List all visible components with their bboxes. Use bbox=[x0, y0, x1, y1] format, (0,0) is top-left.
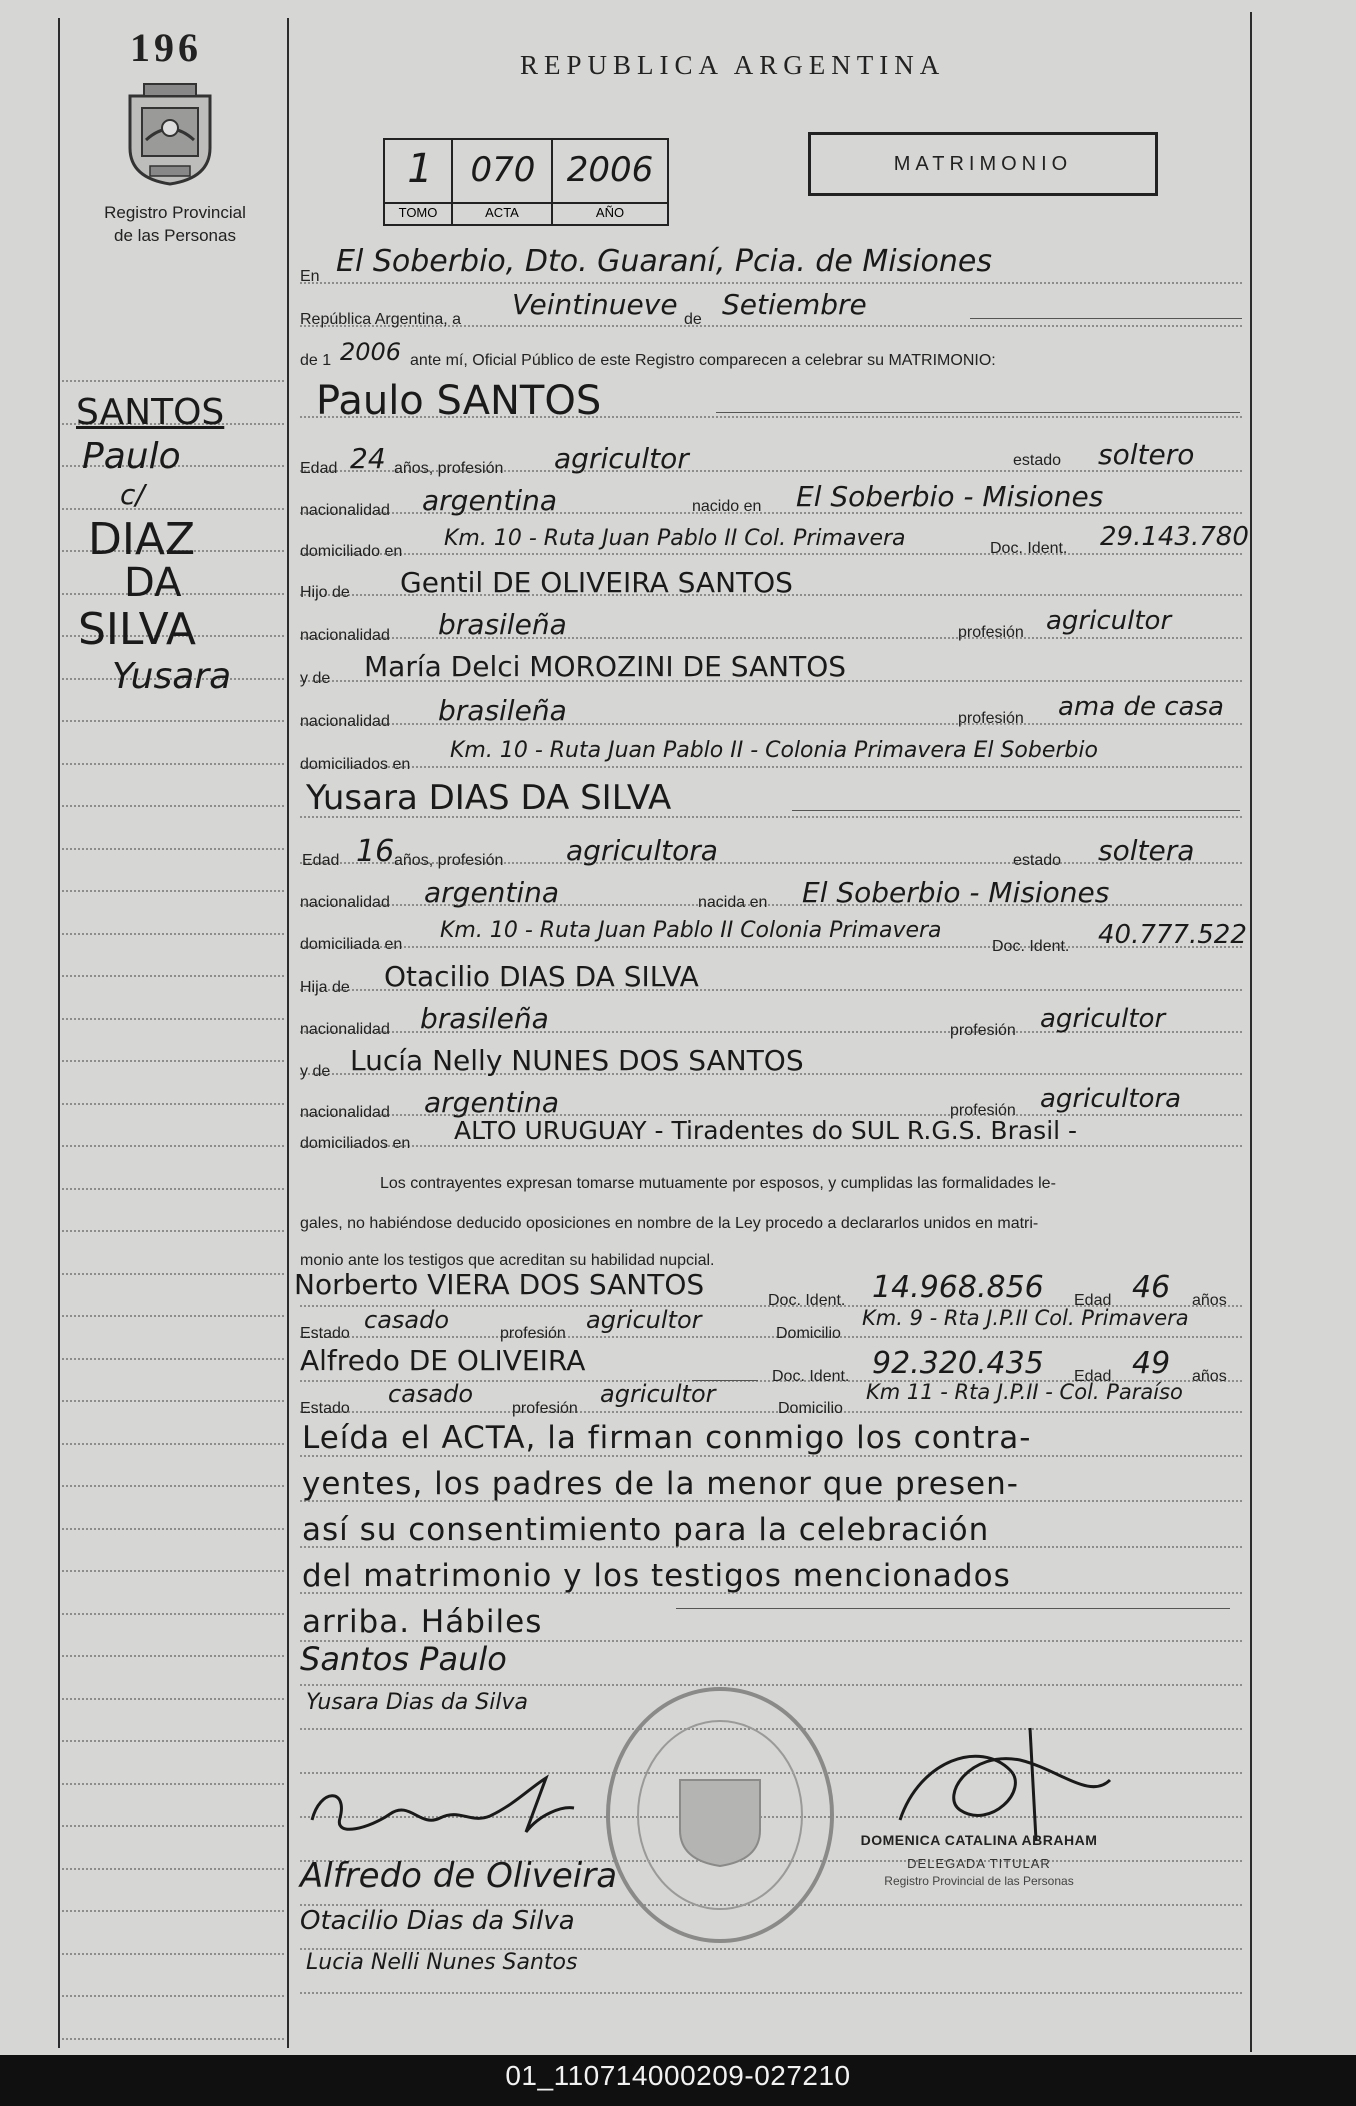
bride-nationality: argentina bbox=[424, 876, 560, 909]
witness-1-name: Norberto VIERA DOS SANTOS bbox=[294, 1268, 705, 1301]
margin-guide-line bbox=[62, 1485, 284, 1487]
witness-2-profession: agricultor bbox=[600, 1380, 716, 1408]
registry-name-line-1: Registro Provincial bbox=[104, 203, 246, 222]
declaration-line-3: monio ante los testigos que acreditan su habilidad nupcial. bbox=[300, 1252, 715, 1269]
registry-seal-stamp-icon bbox=[600, 1680, 840, 1950]
label-w1-estado: Estado bbox=[300, 1325, 350, 1342]
groom-nationality: argentina bbox=[422, 484, 558, 517]
signature-groom: Santos Paulo bbox=[300, 1640, 507, 1678]
margin-surname: SANTOS bbox=[76, 392, 225, 433]
official-title: DELEGADA TITULAR bbox=[907, 1856, 1051, 1871]
acta-value: 070 bbox=[470, 150, 536, 190]
column-divider bbox=[287, 18, 289, 2048]
groom-doc: 29.143.780 bbox=[1100, 522, 1249, 552]
margin-guide-line bbox=[62, 720, 284, 722]
witness-2-address: Km 11 - Rta J.P.II - Col. Paraíso bbox=[866, 1380, 1183, 1404]
record-number-box bbox=[383, 138, 669, 226]
margin-guide-line bbox=[62, 1230, 284, 1232]
groom-civil-status: soltero bbox=[1098, 438, 1195, 471]
margin-guide-line bbox=[62, 1655, 284, 1657]
registry-name-line-2: de las Personas bbox=[114, 226, 236, 245]
ano-label: AÑO bbox=[595, 205, 625, 220]
official-office: Registro Provincial de las Personas bbox=[884, 1874, 1074, 1888]
label-groom-estado: estado bbox=[1013, 452, 1062, 469]
label-w2-domicilio: Domicilio bbox=[778, 1400, 843, 1417]
label-groom-nacionalidad: nacionalidad bbox=[300, 502, 390, 519]
label-w1-prof: profesión bbox=[500, 1325, 566, 1342]
label-groom-anos-profesion: años, profesión bbox=[394, 460, 504, 477]
groom-parents-address: Km. 10 - Ruta Juan Pablo II - Colonia Primavera El Soberbio bbox=[450, 738, 1098, 763]
label-groom-mother-prof: profesión bbox=[958, 710, 1024, 727]
label-bride-domiciliada: domiciliada en bbox=[300, 936, 403, 953]
label-en: En bbox=[300, 268, 320, 285]
margin-guide-line bbox=[62, 848, 284, 850]
official-name: DOMENICA CATALINA ABRAHAM bbox=[860, 1832, 1098, 1848]
margin-guide-line bbox=[62, 1400, 284, 1402]
groom-mother-profession: ama de casa bbox=[1058, 692, 1224, 722]
label-bride-estado: estado bbox=[1013, 852, 1062, 869]
margin-guide-line bbox=[62, 380, 284, 382]
official-signature-scribble bbox=[880, 1720, 1120, 1850]
margin-given-name: Paulo bbox=[82, 436, 181, 477]
margin-guide-line bbox=[62, 1060, 284, 1062]
label-groom-domiciliados: domiciliados en bbox=[300, 756, 411, 773]
file-caption: 01_110714000209-027210 bbox=[505, 2060, 851, 2091]
bride-father: Otacilio DIAS DA SILVA bbox=[384, 960, 699, 993]
label-w2-estado: Estado bbox=[300, 1400, 350, 1417]
label-w1-edad: Edad bbox=[1074, 1292, 1112, 1309]
margin-guide-line bbox=[62, 1315, 284, 1317]
declaration-line-1: Los contrayentes expresan tomarse mutuamente por esposos, y cumplidas las formalidades le- bbox=[380, 1175, 1056, 1192]
bride-mother-profession: agricultora bbox=[1040, 1084, 1182, 1114]
witness-2-name: Alfredo DE OLIVEIRA bbox=[300, 1344, 586, 1377]
closing-line-4: del matrimonio y los testigos mencionados bbox=[302, 1558, 1011, 1594]
margin-guide-line bbox=[62, 805, 284, 807]
month-value: Setiembre bbox=[722, 288, 867, 321]
witness-1-signature-scribble bbox=[300, 1758, 580, 1848]
margin-guide-line bbox=[62, 1188, 284, 1190]
margin-guide-line bbox=[62, 1018, 284, 1020]
label-w1-doc: Doc. Ident. bbox=[768, 1292, 846, 1309]
bride-mother: Lucía Nelly NUNES DOS SANTOS bbox=[350, 1044, 804, 1077]
label-bride-mother-prof: profesión bbox=[950, 1102, 1016, 1119]
label-w2-prof: profesión bbox=[512, 1400, 578, 1417]
act-type-box: MATRIMONIO bbox=[808, 132, 1158, 196]
signature-bride-father: Otacilio Dias da Silva bbox=[300, 1906, 575, 1936]
margin-guide-line bbox=[62, 1910, 284, 1912]
bride-birthplace: El Soberbio - Misiones bbox=[802, 876, 1110, 909]
closing-line-5: arriba. Hábiles bbox=[302, 1604, 543, 1640]
label-hijo-de: Hijo de bbox=[300, 584, 350, 601]
misiones-coat-of-arms-icon bbox=[120, 78, 220, 188]
label-de-month: de bbox=[684, 311, 702, 328]
form-guide-line bbox=[300, 766, 1242, 768]
margin-guide-line bbox=[62, 1358, 284, 1360]
label-groom-father-nac: nacionalidad bbox=[300, 627, 390, 644]
tomo-value: 1 bbox=[407, 146, 433, 192]
form-guide-line bbox=[300, 1992, 1242, 1994]
label-groom-father-prof: profesión bbox=[958, 624, 1024, 641]
closing-line-2: yentes, los padres de la menor que presen- bbox=[302, 1466, 1019, 1502]
bride-doc: 40.777.522 bbox=[1098, 920, 1247, 950]
margin-guide-line bbox=[62, 508, 284, 510]
margin-guide-line bbox=[62, 933, 284, 935]
label-w1-anos: años bbox=[1192, 1292, 1227, 1309]
witness-1-doc: 14.968.856 bbox=[872, 1270, 1044, 1305]
groom-father: Gentil DE OLIVEIRA SANTOS bbox=[400, 566, 793, 599]
margin-guide-line bbox=[62, 2038, 284, 2040]
margin-guide-line bbox=[62, 1570, 284, 1572]
label-bride-y-de: y de bbox=[300, 1063, 331, 1080]
margin-guide-line bbox=[62, 1145, 284, 1147]
year-handwritten: 2006 bbox=[340, 338, 402, 366]
margin-bride-surname-2: DA bbox=[124, 560, 182, 606]
left-margin-rule bbox=[58, 18, 60, 2048]
closing-line-1: Leída el ACTA, la firman conmigo los contra- bbox=[302, 1420, 1032, 1456]
intro-text: ante mí, Oficial Público de este Registro comparecen a celebrar su MATRIMONIO: bbox=[410, 352, 996, 369]
margin-guide-line bbox=[62, 1613, 284, 1615]
margin-guide-line bbox=[62, 1698, 284, 1700]
witness-1-address: Km. 9 - Rta J.P.II Col. Primavera bbox=[862, 1306, 1189, 1330]
margin-guide-line bbox=[62, 1528, 284, 1530]
margin-guide-line bbox=[62, 1273, 284, 1275]
form-guide-line bbox=[300, 1145, 1242, 1147]
bride-father-profession: agricultor bbox=[1040, 1004, 1166, 1034]
signature-bride-mother: Lucia Nelli Nunes Santos bbox=[306, 1950, 578, 1975]
witness-2-age: 49 bbox=[1132, 1346, 1171, 1381]
bride-parents-address: ALTO URUGUAY - Tiradentes do SUL R.G.S. Brasil - bbox=[454, 1116, 1078, 1145]
bride-civil-status: soltera bbox=[1098, 834, 1195, 867]
year-value: 2006 bbox=[566, 150, 654, 190]
label-w2-anos: años bbox=[1192, 1368, 1227, 1385]
margin-guide-line bbox=[62, 975, 284, 977]
groom-age: 24 bbox=[350, 442, 386, 475]
declaration-line-2: gales, no habiéndose deducido oposiciones en nombre de la Ley procedo a declararlos unidos en matri- bbox=[300, 1215, 1039, 1232]
label-nacida-en: nacida en bbox=[698, 894, 768, 911]
label-de-year: de 1 bbox=[300, 352, 332, 369]
bride-father-nationality: brasileña bbox=[420, 1002, 549, 1035]
bride-name: Yusara DIAS DA SILVA bbox=[306, 778, 672, 818]
place-value: El Soberbio, Dto. Guaraní, Pcia. de Misiones bbox=[336, 244, 992, 279]
label-groom-doc: Doc. Ident. bbox=[990, 540, 1068, 557]
closing-line-3: así su consentimiento para la celebración bbox=[302, 1512, 990, 1548]
groom-address: Km. 10 - Ruta Juan Pablo II Col. Primavera bbox=[444, 526, 906, 551]
label-bride-edad: Edad bbox=[302, 852, 340, 869]
label-bride-father-prof: profesión bbox=[950, 1022, 1016, 1039]
margin-guide-line bbox=[62, 1783, 284, 1785]
margin-bride-name: Yusara bbox=[112, 656, 232, 697]
label-w1-domicilio: Domicilio bbox=[776, 1325, 841, 1342]
form-guide-line bbox=[300, 1336, 1242, 1338]
label-bride-anos-profesion: años, profesión bbox=[394, 852, 504, 869]
bride-profession: agricultora bbox=[566, 834, 718, 867]
margin-guide-line bbox=[62, 1868, 284, 1870]
margin-bride-surname-3: SILVA bbox=[78, 604, 196, 655]
label-bride-domiciliados: domiciliados en bbox=[300, 1135, 411, 1152]
label-groom-edad: Edad bbox=[300, 460, 338, 477]
groom-father-profession: agricultor bbox=[1046, 606, 1172, 636]
margin-with: c/ bbox=[120, 478, 145, 511]
margin-guide-line bbox=[62, 1443, 284, 1445]
margin-guide-line bbox=[62, 1825, 284, 1827]
margin-bride-surname-1: DIAZ bbox=[88, 514, 196, 565]
bride-mother-nationality: argentina bbox=[424, 1086, 560, 1119]
groom-mother-nationality: brasileña bbox=[438, 694, 567, 727]
bride-age: 16 bbox=[356, 834, 395, 869]
witness-1-profession: agricultor bbox=[586, 1306, 702, 1334]
label-bride-father-nac: nacionalidad bbox=[300, 1021, 390, 1038]
margin-guide-line bbox=[62, 1995, 284, 1997]
margin-guide-line bbox=[62, 763, 284, 765]
label-w2-edad: Edad bbox=[1074, 1368, 1112, 1385]
bride-address: Km. 10 - Ruta Juan Pablo II Colonia Primavera bbox=[440, 918, 942, 943]
tomo-label: TOMO bbox=[398, 205, 438, 220]
label-groom-domiciliado: domiciliado en bbox=[300, 543, 403, 560]
day-value: Veintinueve bbox=[512, 288, 678, 321]
form-guide-line bbox=[300, 1411, 1242, 1413]
signature-bride: Yusara Dias da Silva bbox=[306, 1690, 528, 1715]
groom-mother: María Delci MOROZINI DE SANTOS bbox=[364, 650, 847, 683]
country-title: REPUBLICA ARGENTINA bbox=[520, 50, 946, 80]
label-bride-nacionalidad: nacionalidad bbox=[300, 894, 390, 911]
label-groom-y-de: y de bbox=[300, 670, 331, 687]
margin-guide-line bbox=[62, 1953, 284, 1955]
label-nacido-en: nacido en bbox=[692, 498, 762, 515]
label-w2-doc: Doc. Ident. bbox=[772, 1368, 850, 1385]
label-bride-mother-nac: nacionalidad bbox=[300, 1104, 390, 1121]
acta-label: ACTA bbox=[485, 205, 519, 220]
witness-1-age: 46 bbox=[1132, 1270, 1171, 1305]
witness-1-status: casado bbox=[364, 1306, 450, 1334]
groom-birthplace: El Soberbio - Misiones bbox=[796, 480, 1104, 513]
groom-name: Paulo SANTOS bbox=[316, 378, 602, 424]
form-guide-line bbox=[300, 282, 1242, 284]
groom-profession: agricultor bbox=[554, 442, 689, 475]
label-hija-de: Hija de bbox=[300, 979, 350, 996]
margin-guide-line bbox=[62, 1103, 284, 1105]
label-bride-doc: Doc. Ident. bbox=[992, 938, 1070, 955]
label-groom-mother-nac: nacionalidad bbox=[300, 713, 390, 730]
witness-2-doc: 92.320.435 bbox=[872, 1346, 1044, 1381]
groom-father-nationality: brasileña bbox=[438, 608, 567, 641]
witness-2-status: casado bbox=[388, 1380, 474, 1408]
label-republica: República Argentina, a bbox=[300, 311, 461, 328]
signature-witness-2: Alfredo de Oliveira bbox=[300, 1856, 618, 1896]
register-number: 196 bbox=[130, 25, 202, 70]
right-margin-rule bbox=[1250, 12, 1252, 2052]
margin-guide-line bbox=[62, 890, 284, 892]
margin-guide-line bbox=[62, 1740, 284, 1742]
form-guide-line bbox=[300, 553, 1242, 555]
